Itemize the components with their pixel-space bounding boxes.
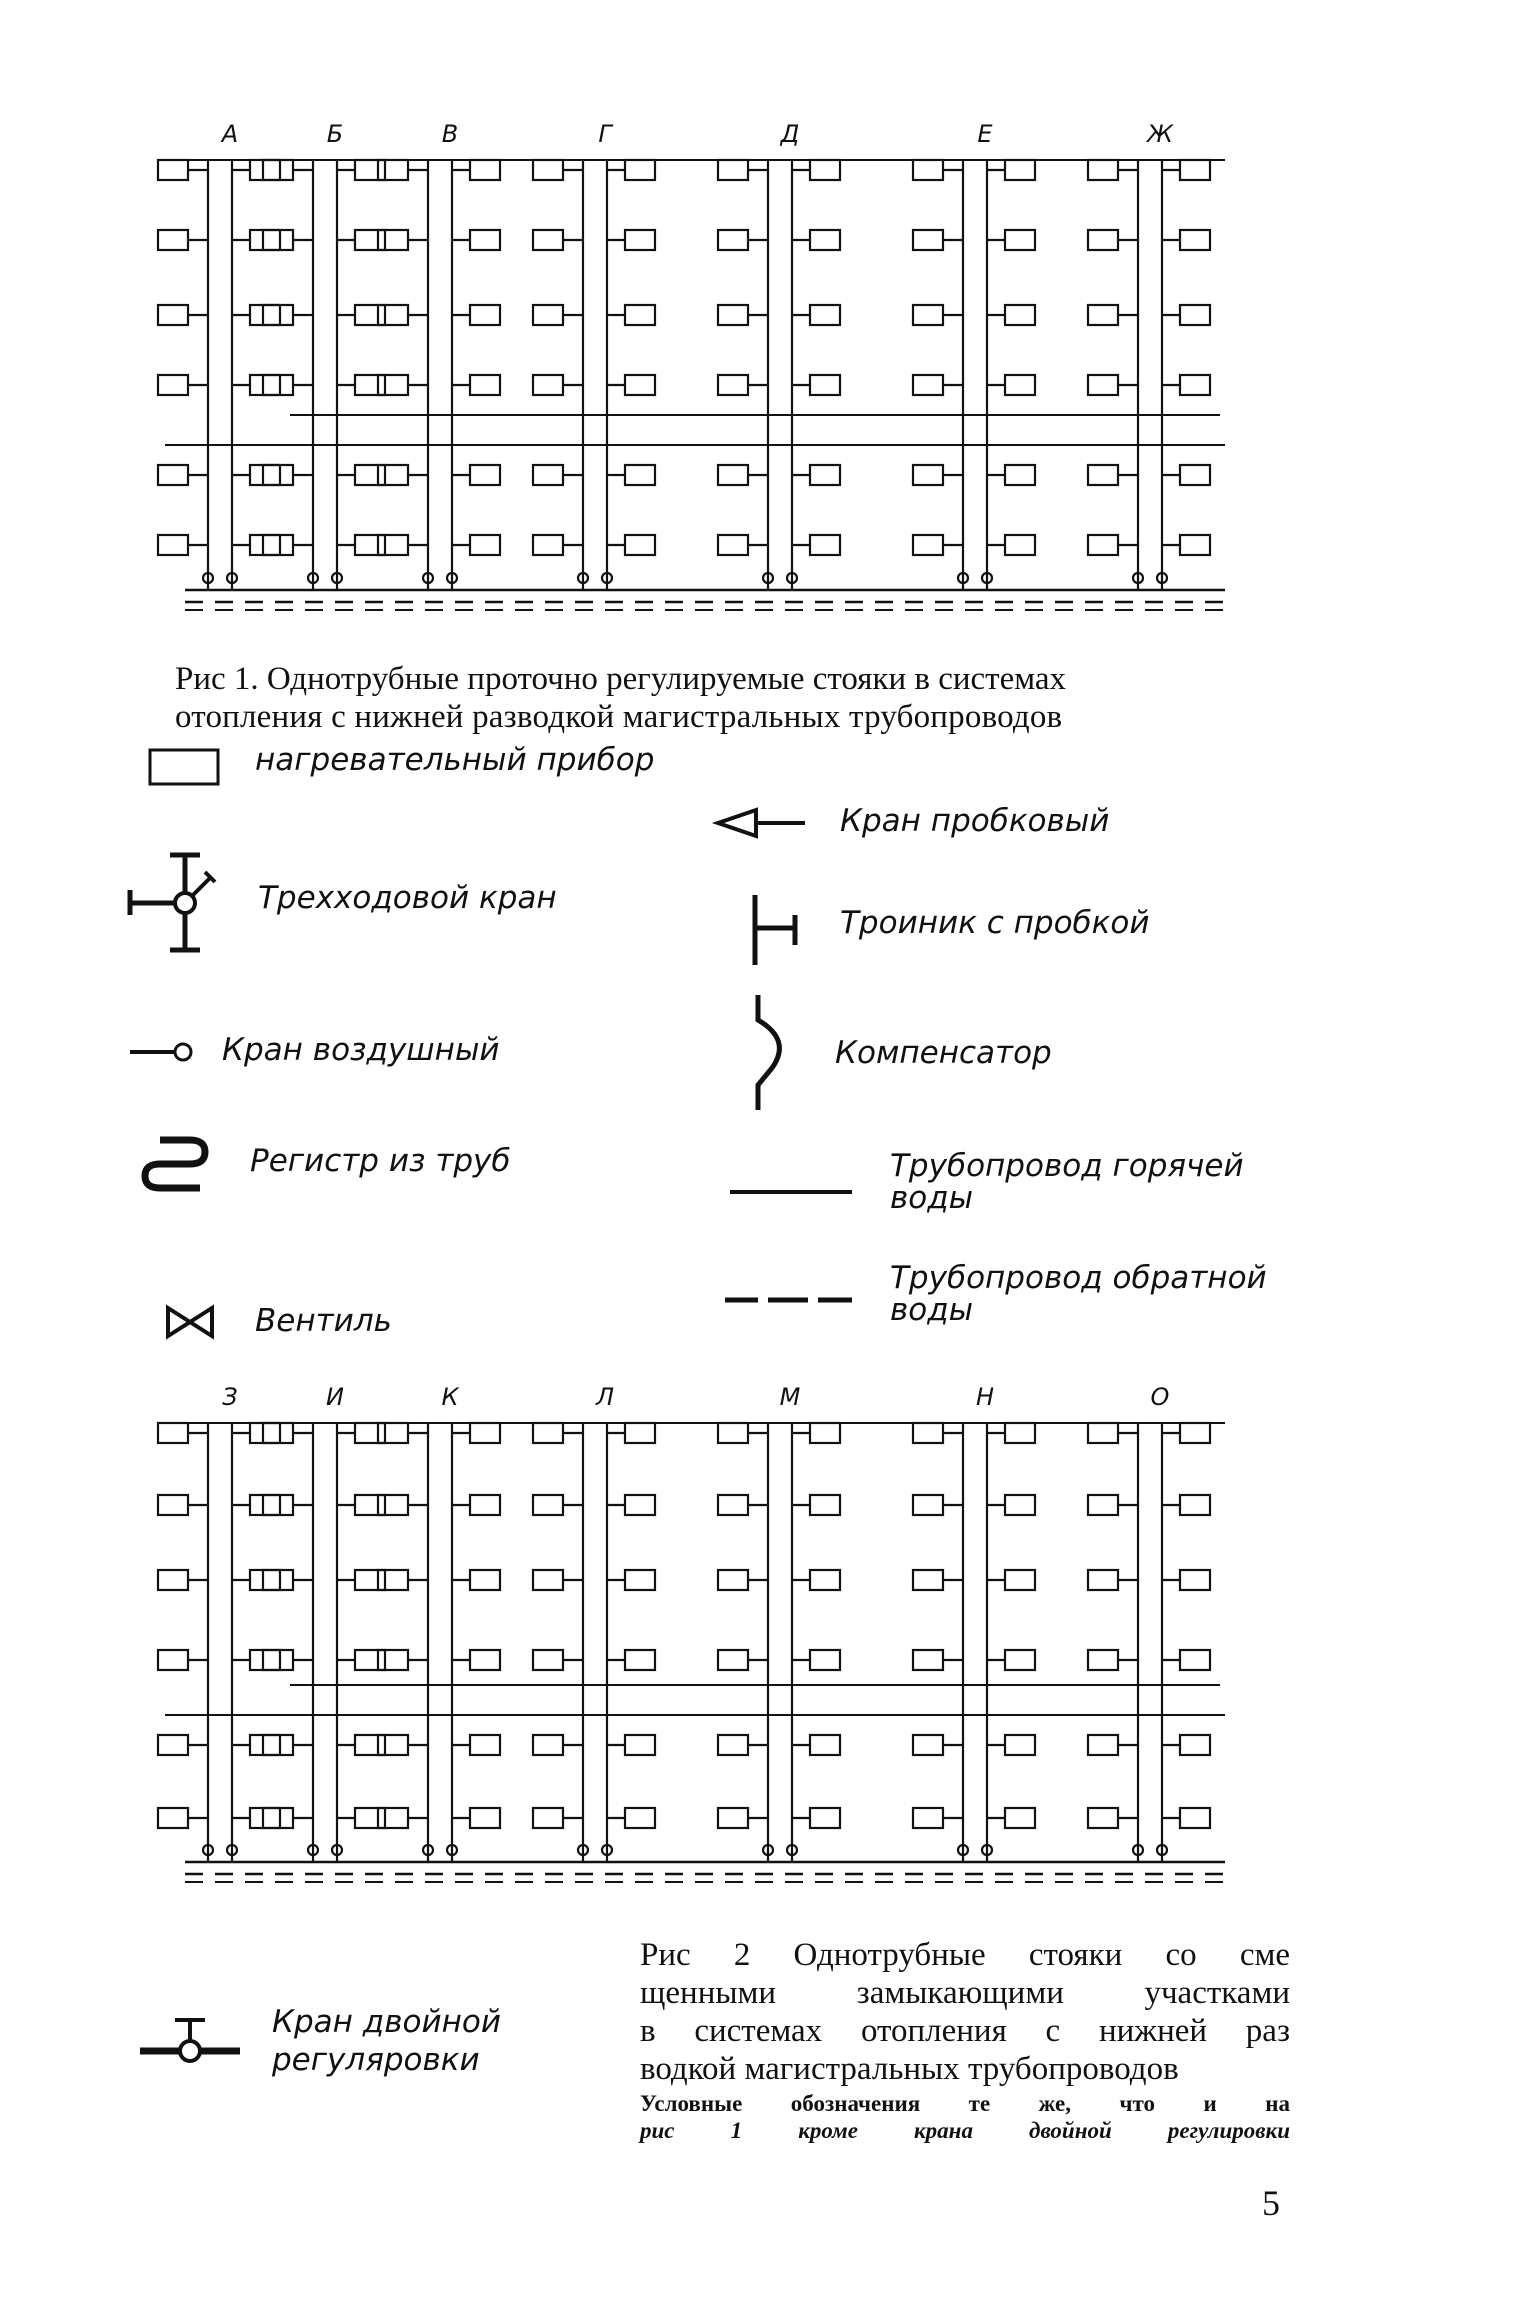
heater	[718, 1570, 748, 1590]
heater	[378, 1650, 408, 1670]
heater	[250, 1650, 280, 1670]
heater	[158, 1735, 188, 1755]
heater	[533, 305, 563, 325]
heater	[625, 1495, 655, 1515]
heater	[1180, 465, 1210, 485]
heater	[1088, 465, 1118, 485]
figure-2-caption-line-1: Рис 2 Однотрубные стояки со сме	[640, 1937, 1290, 1973]
heater	[355, 305, 385, 325]
hot-water-pipe-line-1: Трубопровод горячей	[890, 1148, 1244, 1184]
heater	[913, 1808, 943, 1828]
heater	[263, 1570, 293, 1590]
heater	[378, 375, 408, 395]
heater	[378, 160, 408, 180]
heater	[158, 1808, 188, 1828]
heater	[378, 1570, 408, 1590]
heater	[355, 465, 385, 485]
double-adjust-valve-icon	[140, 2020, 240, 2061]
tee-with-plug-icon	[755, 895, 795, 965]
heater	[625, 1650, 655, 1670]
heater	[378, 465, 408, 485]
heater	[470, 1650, 500, 1670]
heater	[533, 375, 563, 395]
heater	[625, 160, 655, 180]
heater	[718, 1650, 748, 1670]
heater	[470, 230, 500, 250]
heater	[1088, 535, 1118, 555]
heater-icon	[150, 750, 218, 784]
heater	[913, 1423, 943, 1443]
heater	[470, 465, 500, 485]
heater	[1180, 230, 1210, 250]
legend-three-way-valve-label: Трехходовой кран	[258, 880, 557, 916]
heater	[810, 375, 840, 395]
riser-label: К	[441, 1383, 459, 1411]
heater	[250, 1495, 280, 1515]
heater	[1088, 1650, 1118, 1670]
legend-double-adjust-valve-label	[272, 2003, 501, 2079]
heater	[1005, 465, 1035, 485]
heater	[378, 535, 408, 555]
air-valve-icon	[130, 1044, 191, 1060]
legend-symbols	[130, 750, 852, 2061]
heater	[470, 160, 500, 180]
legend-globe-valve-label: Вентиль	[255, 1303, 392, 1339]
heater	[355, 230, 385, 250]
heater	[1005, 1650, 1035, 1670]
legend-air-valve-label: Кран воздушный	[222, 1032, 500, 1068]
riser-label: Е	[977, 120, 993, 148]
heater	[1180, 375, 1210, 395]
heater	[1180, 160, 1210, 180]
heater	[1180, 1570, 1210, 1590]
heater	[378, 1495, 408, 1515]
figure-1-riser-labels	[220, 120, 1174, 148]
heater	[810, 1423, 840, 1443]
heater	[913, 160, 943, 180]
figure-2-note-line-1: Условные обозначения те же, что и на	[640, 2091, 1290, 2116]
heater	[470, 305, 500, 325]
riser-label: З	[222, 1383, 238, 1411]
heater	[1005, 160, 1035, 180]
riser-label: О	[1150, 1383, 1170, 1411]
legend-compensator-label: Компенсатор	[835, 1035, 1052, 1071]
heater	[158, 1495, 188, 1515]
heater	[355, 1495, 385, 1515]
heater	[533, 1495, 563, 1515]
heater	[810, 1735, 840, 1755]
heater	[378, 1735, 408, 1755]
heater	[718, 465, 748, 485]
heater	[250, 1735, 280, 1755]
heater	[810, 465, 840, 485]
compensator-icon	[758, 995, 779, 1110]
legend-tee-with-plug-label: Троиник с пробкой	[840, 905, 1150, 941]
figure-2-note-line-2: рис 1 кроме крана двойной регулировки	[640, 2118, 1290, 2143]
heater	[263, 535, 293, 555]
heater	[533, 535, 563, 555]
riser-label: Б	[326, 120, 344, 148]
heater	[355, 1735, 385, 1755]
heater	[263, 465, 293, 485]
figure-2-caption-line-2: щенными замыкающими участками	[640, 1975, 1290, 2011]
heater	[250, 1570, 280, 1590]
heater	[913, 535, 943, 555]
heater	[158, 1650, 188, 1670]
heater	[810, 1570, 840, 1590]
heater	[810, 1808, 840, 1828]
pipe-register-icon	[145, 1140, 205, 1188]
riser-label: Д	[780, 120, 800, 148]
heater	[263, 1423, 293, 1443]
heater	[913, 305, 943, 325]
heater	[1088, 1808, 1118, 1828]
heater	[810, 1495, 840, 1515]
figure-2-riser-labels	[222, 1383, 1169, 1411]
heater	[378, 1808, 408, 1828]
heater	[625, 1735, 655, 1755]
heater	[355, 375, 385, 395]
riser-label: Л	[595, 1383, 615, 1411]
riser-label: В	[441, 120, 459, 148]
heater	[378, 230, 408, 250]
heater	[263, 1650, 293, 1670]
heater	[158, 230, 188, 250]
heater	[470, 375, 500, 395]
heater	[355, 1423, 385, 1443]
heater	[533, 1735, 563, 1755]
heater	[1088, 1570, 1118, 1590]
heater	[1088, 1735, 1118, 1755]
heater	[263, 1735, 293, 1755]
heater	[470, 1808, 500, 1828]
riser-label: Н	[975, 1383, 995, 1411]
heater	[913, 230, 943, 250]
return-water-pipe-line-2: воды	[890, 1292, 974, 1328]
heater	[1180, 1495, 1210, 1515]
double-adjust-valve-line-2: регуляровки	[272, 2042, 480, 2078]
heater	[263, 1495, 293, 1515]
heater	[533, 1423, 563, 1443]
heater	[533, 1650, 563, 1670]
legend-plug-valve-label: Кран пробковый	[840, 803, 1110, 839]
figure-2-caption-line-4: водкой магистральных трубопроводов	[640, 2051, 1179, 2087]
figure-1-caption-line-2: отопления с нижней разводкой магистральных трубопроводов	[175, 699, 1063, 735]
heater	[470, 1570, 500, 1590]
heater	[1088, 305, 1118, 325]
heater	[378, 305, 408, 325]
heater	[533, 230, 563, 250]
three-way-valve-icon	[130, 855, 215, 950]
heater	[1005, 1735, 1035, 1755]
heater	[718, 535, 748, 555]
heater	[470, 1735, 500, 1755]
heater	[355, 1808, 385, 1828]
heater	[1005, 1423, 1035, 1443]
heater	[355, 1650, 385, 1670]
heater	[718, 1423, 748, 1443]
heater	[625, 375, 655, 395]
heater	[1088, 1495, 1118, 1515]
heater	[470, 1495, 500, 1515]
heater	[1005, 305, 1035, 325]
figure-1-caption	[175, 660, 1275, 736]
heater	[718, 1495, 748, 1515]
page-number: 5	[1262, 2183, 1280, 2223]
heater	[810, 305, 840, 325]
heater	[263, 1808, 293, 1828]
heater	[1005, 230, 1035, 250]
heater	[1005, 1495, 1035, 1515]
legend-hot-water-pipe-label	[890, 1150, 1244, 1214]
heater	[158, 535, 188, 555]
heater	[158, 375, 188, 395]
heater	[913, 465, 943, 485]
heater	[158, 160, 188, 180]
legend-heater-label: нагревательный прибор	[255, 742, 655, 778]
heater	[1005, 1808, 1035, 1828]
plug-valve-icon	[718, 810, 805, 836]
heater	[625, 1570, 655, 1590]
heater	[810, 160, 840, 180]
heater	[1180, 1808, 1210, 1828]
heater	[1180, 1735, 1210, 1755]
legend-return-water-pipe-label	[890, 1262, 1267, 1326]
heater	[1088, 160, 1118, 180]
heater	[533, 1570, 563, 1590]
figure-2-note	[640, 2090, 1290, 2144]
heater	[913, 1570, 943, 1590]
riser-label: И	[326, 1383, 344, 1411]
heater	[625, 1808, 655, 1828]
heater	[250, 465, 280, 485]
heater	[1180, 305, 1210, 325]
heater	[533, 465, 563, 485]
heater	[158, 1570, 188, 1590]
figure-2-diagram	[158, 1423, 1225, 1882]
legend-pipe-register-label: Регистр из труб	[250, 1143, 511, 1179]
heater	[913, 1735, 943, 1755]
heater	[810, 230, 840, 250]
heater	[718, 1735, 748, 1755]
heater	[810, 535, 840, 555]
heater	[533, 160, 563, 180]
heater	[355, 1570, 385, 1590]
heater	[250, 230, 280, 250]
riser-label: М	[779, 1383, 801, 1411]
heater	[263, 160, 293, 180]
heater	[1088, 230, 1118, 250]
riser-label: Ж	[1147, 120, 1173, 148]
heater	[718, 305, 748, 325]
heater	[158, 305, 188, 325]
heater	[718, 230, 748, 250]
figure-2-caption	[640, 1936, 1290, 2088]
riser-label: Г	[598, 120, 612, 148]
heater	[718, 375, 748, 395]
figure-2-caption-line-3: в системах отопления с нижней раз	[640, 2013, 1290, 2049]
heater	[378, 1423, 408, 1443]
figure-1-caption-line-1: Рис 1. Однотрубные проточно регулируемые стояки в системах	[175, 661, 1067, 697]
heater	[1088, 1423, 1118, 1443]
heater	[263, 375, 293, 395]
heater	[263, 230, 293, 250]
heater	[718, 1808, 748, 1828]
hot-water-pipe-line-2: воды	[890, 1180, 974, 1216]
globe-valve-icon	[168, 1308, 212, 1336]
heater	[1088, 375, 1118, 395]
heater	[263, 305, 293, 325]
heater	[355, 535, 385, 555]
heater	[355, 160, 385, 180]
heater	[1180, 1650, 1210, 1670]
heater	[533, 1808, 563, 1828]
heater	[470, 1423, 500, 1443]
heater	[250, 305, 280, 325]
heater	[625, 465, 655, 485]
heater	[250, 1808, 280, 1828]
heater	[913, 375, 943, 395]
heater	[810, 1650, 840, 1670]
heater	[1005, 535, 1035, 555]
heater	[250, 375, 280, 395]
heater	[913, 1650, 943, 1670]
heater	[625, 1423, 655, 1443]
heater	[1180, 1423, 1210, 1443]
heater	[158, 1423, 188, 1443]
heater	[250, 160, 280, 180]
return-water-pipe-line-1: Трубопровод обратной	[890, 1260, 1267, 1296]
heater	[913, 1495, 943, 1515]
heater	[158, 465, 188, 485]
riser-label: А	[221, 120, 239, 148]
heater	[1180, 535, 1210, 555]
heater	[625, 305, 655, 325]
heater	[470, 535, 500, 555]
figure-1-diagram	[158, 160, 1225, 610]
heater	[1005, 1570, 1035, 1590]
heater	[250, 535, 280, 555]
heater	[718, 160, 748, 180]
heater	[625, 535, 655, 555]
heater	[625, 230, 655, 250]
heater	[1005, 375, 1035, 395]
heater	[250, 1423, 280, 1443]
double-adjust-valve-line-1: Кран двойной	[272, 2004, 502, 2040]
